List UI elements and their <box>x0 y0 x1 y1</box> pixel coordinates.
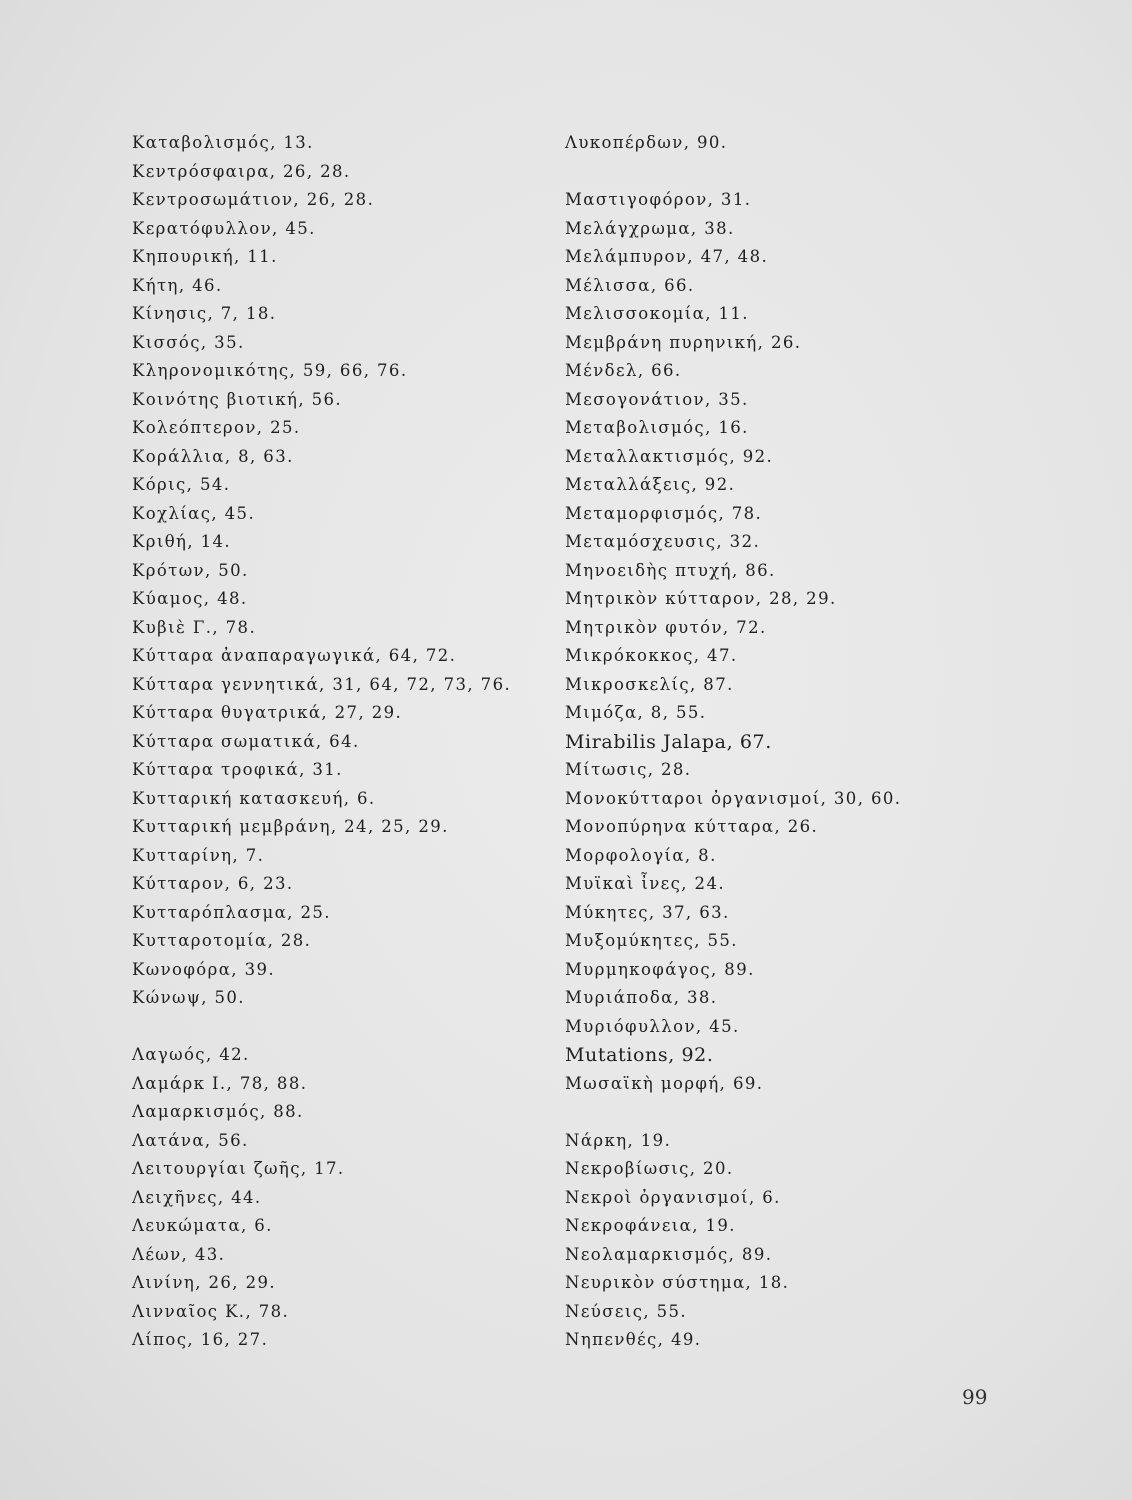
index-entry: Κίνησις, 7, 18. <box>132 304 277 323</box>
index-entry: Μελάμπυρον, 47, 48. <box>565 247 769 266</box>
index-entry: Μίτωσις, 28. <box>565 760 692 779</box>
index-entry: Μελάγχρωμα, 38. <box>565 218 735 238</box>
index-entry: Λαμαρκισμός, 88. <box>132 1102 304 1121</box>
index-entry: Κεντρόσφαιρα, 26, 28. <box>132 161 351 181</box>
index-entry: Νεύσεις, 55. <box>565 1301 688 1321</box>
index-entry: Κυβιὲ Γ., 78. <box>132 617 257 637</box>
index-entry: Κύτταρα γεννητικά, 31, 64, 72, 73, 76. <box>132 674 512 694</box>
index-entry: Νεολαμαρκισμός, 89. <box>565 1244 773 1264</box>
index-entry: Μαστιγοφόρον, 31. <box>565 190 752 209</box>
index-entry: Κύτταρα σωματικά, 64. <box>132 731 360 751</box>
index-entry: Κυτταρόπλασμα, 25. <box>132 902 331 922</box>
index-entry: Μεταμορφισμός, 78. <box>565 503 763 523</box>
index-entry: Μεταβολισμός, 16. <box>565 418 749 437</box>
index-entry: Λειτουργίαι ζωῆς, 17. <box>132 1159 345 1178</box>
index-entry: Νάρκη, 19. <box>565 1130 672 1150</box>
index-entry: Μικροσκελίς, 87. <box>565 674 734 694</box>
index-entry: Μονοκύτταροι ὀργανισμοί, 30, 60. <box>565 788 902 808</box>
index-entry: Μητρικὸν φυτόν, 72. <box>565 617 767 637</box>
index-entry: Λαμάρκ Ι., 78, 88. <box>132 1073 308 1093</box>
index-entry: Κυτταρίνη, 7. <box>132 845 265 865</box>
index-entry: Μέλισσα, 66. <box>565 275 695 295</box>
index-entry: Κυτταρική κατασκευή, 6. <box>132 788 376 808</box>
index-entry: Μεμβράνη πυρηνική, 26. <box>565 332 802 352</box>
index-entry: Μητρικὸν κύτταρον, 28, 29. <box>565 589 837 608</box>
index-left-column <box>132 129 552 1355</box>
index-entry: Κοράλλια, 8, 63. <box>132 446 294 466</box>
index-entry: Κοινότης βιοτική, 56. <box>132 389 343 409</box>
index-entry: Λυκοπέρδων, 90. <box>565 133 728 152</box>
index-entry: Λαγωός, 42. <box>132 1045 250 1064</box>
index-right-column <box>565 129 1005 1355</box>
index-entry: Κολεόπτερον, 25. <box>132 418 301 437</box>
page-number: 99 <box>962 1385 988 1409</box>
index-entry: Μελισσοκομία, 11. <box>565 304 749 323</box>
index-entry: Μυϊκαὶ ἶνες, 24. <box>565 874 725 893</box>
index-entry: Mutations, 92. <box>565 1044 714 1066</box>
index-entry: Μορφολογία, 8. <box>565 845 717 865</box>
index-entry: Μένδελ, 66. <box>565 361 682 380</box>
index-entry: Μυριόφυλλον, 45. <box>565 1016 740 1036</box>
index-entry: Νεκροβίωσις, 20. <box>565 1159 734 1178</box>
index-entry: Κήτη, 46. <box>132 275 223 295</box>
index-entry: Κύτταρα θυγατρικά, 27, 29. <box>132 703 403 722</box>
index-entry: Νηπενθές, 49. <box>565 1330 702 1349</box>
index-entry: Μυρμηκοφάγος, 89. <box>565 959 755 979</box>
index-entry: Μικρόκοκκος, 47. <box>565 646 738 665</box>
index-entry: Νευρικὸν σύστημα, 18. <box>565 1273 790 1292</box>
index-entry: Λέων, 43. <box>132 1244 226 1264</box>
index-entry: Νεκροὶ ὀργανισμοί, 6. <box>565 1187 781 1207</box>
index-entry: Μεταμόσχευσις, 32. <box>565 532 761 551</box>
index-entry: Νεκροφάνεια, 19. <box>565 1216 736 1235</box>
index-entry: Μεσογονάτιον, 35. <box>565 389 749 409</box>
index-entry: Κρότων, 50. <box>132 560 249 580</box>
index-entry: Κύτταρα τροφικά, 31. <box>132 760 343 779</box>
index-entry: Λευκώματα, 6. <box>132 1216 273 1235</box>
index-entry: Κισσός, 35. <box>132 332 245 352</box>
index-entry: Κύτταρα ἀναπαραγωγικά, 64, 72. <box>132 646 457 665</box>
index-entry: Λειχῆνες, 44. <box>132 1187 262 1207</box>
index-entry: Κυτταροτομία, 28. <box>132 931 312 950</box>
index-entry: Κερατόφυλλον, 45. <box>132 218 316 238</box>
index-entry: Κηπουρική, 11. <box>132 247 278 266</box>
index-entry: Κόρις, 54. <box>132 475 231 494</box>
index-entry: Μωσαϊκὴ μορφή, 69. <box>565 1073 764 1093</box>
index-entry: Κοχλίας, 45. <box>132 503 256 523</box>
index-entry: Κωνοφόρα, 39. <box>132 959 276 979</box>
index-entry: Μυριάποδα, 38. <box>565 988 718 1007</box>
index-entry: Μονοπύρηνα κύτταρα, 26. <box>565 817 819 836</box>
index-entry: Λατάνα, 56. <box>132 1130 249 1150</box>
index-entry: Κώνωψ, 50. <box>132 988 245 1007</box>
index-entry: Μυξομύκητες, 55. <box>565 931 738 950</box>
index-entry: Λινίνη, 26, 29. <box>132 1273 277 1292</box>
index-entry: Κύτταρον, 6, 23. <box>132 874 294 893</box>
index-entry: Κριθή, 14. <box>132 532 232 551</box>
index-entry: Κύαμος, 48. <box>132 589 248 608</box>
index-entry: Μηνοειδὴς πτυχή, 86. <box>565 560 776 580</box>
index-entry: Μεταλλακτισμός, 92. <box>565 446 774 466</box>
index-entry: Μύκητες, 37, 63. <box>565 902 730 922</box>
index-entry: Κληρονομικότης, 59, 66, 76. <box>132 361 408 380</box>
index-entry: Κυτταρική μεμβράνη, 24, 25, 29. <box>132 817 449 836</box>
index-entry: Κεντροσωμάτιον, 26, 28. <box>132 190 375 209</box>
index-entry: Μεταλλάξεις, 92. <box>565 475 736 494</box>
index-entry: Μιμόζα, 8, 55. <box>565 703 707 722</box>
index-entry: Καταβολισμός, 13. <box>132 133 314 152</box>
index-entry: Λινναῖος Κ., 78. <box>132 1301 290 1321</box>
index-entry: Λίπος, 16, 27. <box>132 1330 269 1349</box>
index-entry: Mirabilis Jalapa, 67. <box>565 730 772 753</box>
